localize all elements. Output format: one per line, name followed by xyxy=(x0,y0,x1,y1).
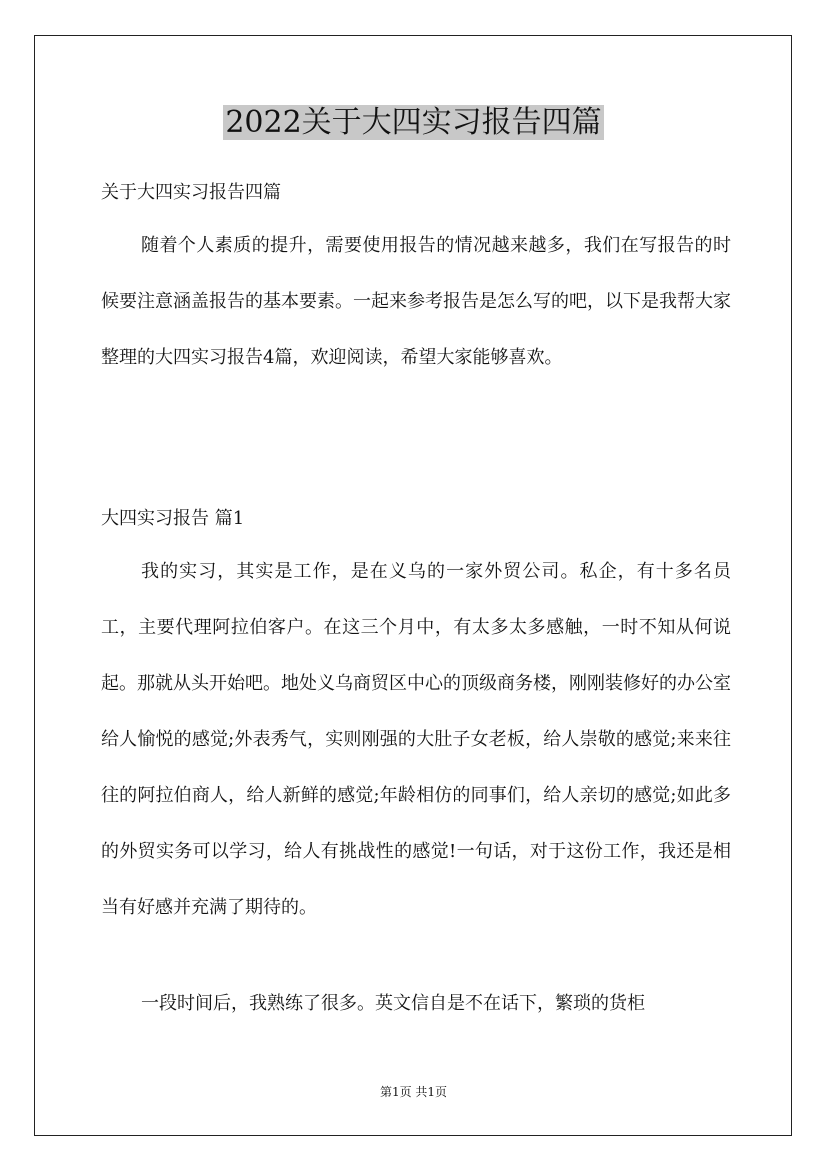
document-subtitle: 关于大四实习报告四篇 xyxy=(101,182,281,203)
section-paragraph: 我的实习，其实是工作，是在义乌的一家外贸公司。私企，有十多名员工，主要代理阿拉伯客户。在这三个月中，有太多太多感触，一时不知从何说起。那就从头开始吧。地处义乌商贸区中心的顶级商务楼，刚刚装修好的办公室给人愉悦的感觉;外表秀气，实则刚强的大肚子女老板，给人崇敬的感觉;来来往往的阿拉伯商人，给人新鲜的感觉;年龄相仿的同事们，给人亲切的感觉;如此多的外贸实务可以学习，给人有挑战性的感觉!一句话，对于这份工作，我还是相当有好感并充满了期待的。 xyxy=(101,561,731,918)
intro-paragraph: 随着个人素质的提升，需要使用报告的情况越来越多，我们在写报告的时候要注意涵盖报告的基本要素。一起来参考报告是怎么写的吧，以下是我帮大家整理的大四实习报告4篇，欢迎阅读，希望大家能够喜欢。 xyxy=(101,235,731,368)
section-paragraph: 一段时间后，我熟练了很多。英文信自是不在话下，繁琐的货柜 xyxy=(141,993,645,1014)
document-title xyxy=(0,100,827,146)
section-heading: 大四实习报告 篇1 xyxy=(101,508,245,529)
document-title-text: 2022关于大四实习报告四篇 xyxy=(225,105,602,140)
page-number-footer: 第1页 共1页 xyxy=(379,1085,448,1099)
